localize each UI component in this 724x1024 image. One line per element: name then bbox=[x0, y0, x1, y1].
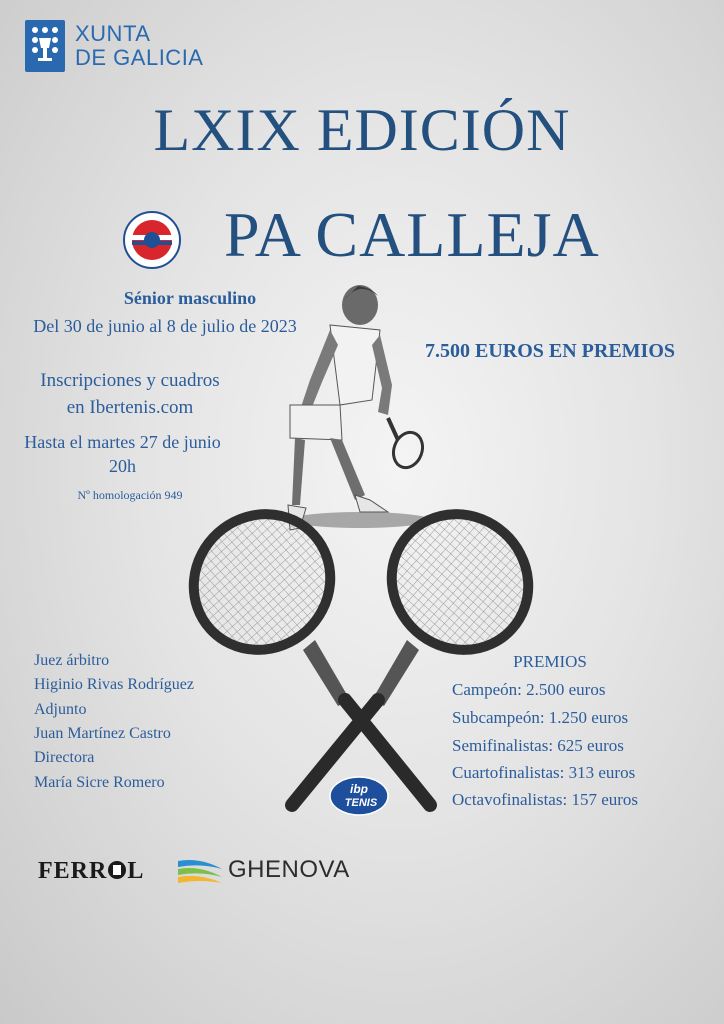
staff-role-director: Directora bbox=[34, 749, 95, 766]
ibp-logo-text-top: ibp bbox=[350, 782, 368, 796]
club-badge-icon bbox=[122, 210, 182, 270]
ferrol-logo bbox=[38, 858, 144, 885]
registration-info-line-1: Inscripciones y cuadros bbox=[40, 370, 220, 391]
homologation-number: Nº homologación 949 bbox=[77, 488, 183, 502]
ghenova-wave-icon bbox=[178, 857, 222, 883]
staff-role-assistant: Adjunto bbox=[34, 701, 87, 718]
prize-pool-banner: 7.500 EUROS EN PREMIOS bbox=[424, 340, 676, 362]
prize-item: Cuartofinalistas: 313 euros bbox=[452, 763, 636, 782]
prize-item: Subcampeón: 1.250 euros bbox=[452, 708, 629, 727]
xunta-de-galicia-logo bbox=[25, 20, 203, 72]
right-racket-image bbox=[292, 486, 556, 805]
xunta-text-line-1: XUNTA bbox=[75, 21, 151, 46]
prizes-heading: PREMIOS bbox=[513, 652, 587, 671]
staff-name-referee: Higinio Rivas Rodríguez bbox=[34, 676, 194, 693]
ghenova-logo-text: GHENOVA bbox=[228, 856, 350, 883]
edition-title: LXIX EDICIÓN bbox=[153, 97, 571, 163]
staff-name-assistant: Juan Martínez Castro bbox=[34, 725, 171, 742]
staff-role-referee: Juez árbitro bbox=[34, 652, 110, 669]
registration-deadline-line-1: Hasta el martes 27 de junio bbox=[24, 432, 221, 452]
left-racket-image bbox=[166, 486, 430, 805]
ibp-tenis-logo bbox=[329, 776, 389, 816]
ferrol-crest-icon bbox=[107, 860, 127, 880]
staff-name-director: María Sicre Romero bbox=[34, 774, 165, 791]
ferrol-logo-text-end: L bbox=[127, 858, 145, 884]
registration-info-line-2: en Ibertenis.com bbox=[66, 397, 194, 418]
xunta-text-line-2: DE GALICIA bbox=[75, 45, 204, 70]
tournament-title-suffix: PA CALLEJA bbox=[223, 199, 600, 270]
ferrol-logo-text: FERR bbox=[38, 858, 108, 884]
prize-item: Octavofinalistas: 157 euros bbox=[452, 790, 639, 809]
registration-deadline-line-2: 20h bbox=[109, 456, 136, 476]
galicia-coat-of-arms-icon bbox=[25, 20, 65, 72]
tournament-title bbox=[0, 198, 724, 272]
event-dates: Del 30 de junio al 8 de julio de 2023 bbox=[33, 316, 297, 336]
prize-item: Semifinalistas: 625 euros bbox=[452, 736, 624, 755]
category-label: Sénior masculino bbox=[123, 288, 257, 308]
ibp-logo-text-bottom: TENIS bbox=[344, 797, 378, 809]
ghenova-logo bbox=[178, 856, 350, 884]
prize-item: Campeón: 2.500 euros bbox=[452, 680, 606, 699]
